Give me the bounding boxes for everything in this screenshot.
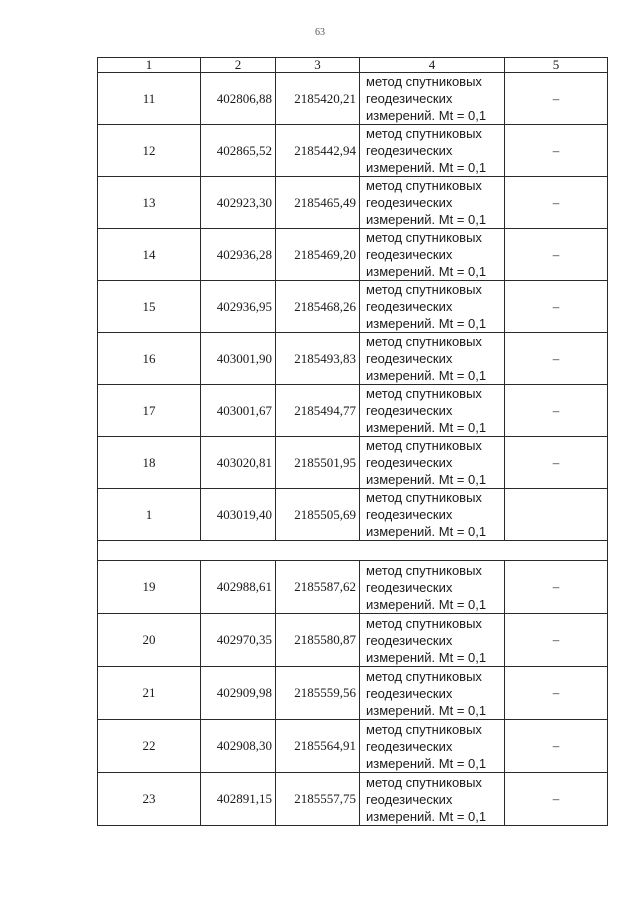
method-line: измерений. Mt = 0,1 [366, 264, 487, 279]
method-line: метод спутниковых [366, 282, 482, 297]
method-cell [360, 125, 505, 177]
note-cell [505, 489, 608, 541]
x-coordinate-cell: 402923,30 [201, 177, 276, 229]
method-line: метод спутниковых [366, 126, 482, 141]
method-line: измерений. Mt = 0,1 [366, 160, 487, 175]
method-line: геодезических [366, 143, 453, 158]
method-cell [360, 773, 505, 826]
method-line: геодезических [366, 247, 453, 262]
table-row [98, 125, 608, 177]
y-coordinate-cell: 2185501,95 [276, 437, 360, 489]
y-coordinate-cell: 2185420,21 [276, 73, 360, 125]
table-row [98, 489, 608, 541]
x-coordinate-cell: 402865,52 [201, 125, 276, 177]
method-line: геодезических [366, 685, 453, 701]
note-cell: – [505, 125, 608, 177]
method-line: метод спутниковых [366, 386, 482, 401]
y-coordinate-cell: 2185465,49 [276, 177, 360, 229]
method-cell [360, 177, 505, 229]
note-cell: – [505, 229, 608, 281]
method-line: метод спутниковых [366, 668, 482, 684]
x-coordinate-cell: 402936,28 [201, 229, 276, 281]
x-coordinate-cell: 402908,30 [201, 720, 276, 773]
method-line: геодезических [366, 632, 453, 648]
method-line: геодезических [366, 738, 453, 754]
table-row [98, 437, 608, 489]
method-line: метод спутниковых [366, 334, 482, 349]
x-coordinate-cell: 402806,88 [201, 73, 276, 125]
note-cell: – [505, 614, 608, 667]
method-cell [360, 73, 505, 125]
y-coordinate-cell: 2185494,77 [276, 385, 360, 437]
method-line: измерений. Mt = 0,1 [366, 472, 487, 487]
method-cell [360, 229, 505, 281]
point-number-cell: 1 [98, 489, 201, 541]
point-number-cell: 23 [98, 773, 201, 826]
point-number-cell: 13 [98, 177, 201, 229]
y-coordinate-cell: 2185559,56 [276, 667, 360, 720]
method-line: геодезических [366, 455, 453, 470]
method-line: измерений. Mt = 0,1 [366, 702, 487, 718]
point-number-cell: 11 [98, 73, 201, 125]
note-cell: – [505, 667, 608, 720]
method-line: измерений. Mt = 0,1 [366, 212, 487, 227]
point-number-cell: 14 [98, 229, 201, 281]
point-number-cell: 17 [98, 385, 201, 437]
method-cell [360, 561, 505, 614]
note-cell: – [505, 281, 608, 333]
method-line: геодезических [366, 299, 453, 314]
point-number-cell: 15 [98, 281, 201, 333]
method-cell [360, 614, 505, 667]
method-cell [360, 667, 505, 720]
x-coordinate-cell: 402891,15 [201, 773, 276, 826]
note-cell: – [505, 437, 608, 489]
method-line: геодезических [366, 507, 453, 522]
point-number-cell: 20 [98, 614, 201, 667]
method-line: измерений. Mt = 0,1 [366, 808, 487, 824]
method-line: метод спутниковых [366, 178, 482, 193]
table-row [98, 281, 608, 333]
method-line: геодезических [366, 91, 453, 106]
method-line: метод спутниковых [366, 438, 482, 453]
table-row [98, 561, 608, 614]
method-line: метод спутниковых [366, 74, 482, 89]
table-header-row [98, 58, 608, 73]
method-line: метод спутниковых [366, 774, 482, 790]
note-cell: – [505, 73, 608, 125]
note-cell: – [505, 773, 608, 826]
column-header: 2 [201, 58, 276, 73]
method-line: геодезических [366, 403, 453, 418]
method-cell [360, 333, 505, 385]
method-line: метод спутниковых [366, 490, 482, 505]
method-cell [360, 437, 505, 489]
table-row [98, 667, 608, 720]
table-row [98, 333, 608, 385]
y-coordinate-cell: 2185469,20 [276, 229, 360, 281]
method-line: геодезических [366, 195, 453, 210]
method-line: геодезических [366, 579, 453, 595]
page-number: 63 [315, 27, 325, 38]
method-line: измерений. Mt = 0,1 [366, 420, 487, 435]
point-number-cell: 22 [98, 720, 201, 773]
x-coordinate-cell: 402988,61 [201, 561, 276, 614]
table-row [98, 385, 608, 437]
y-coordinate-cell: 2185442,94 [276, 125, 360, 177]
x-coordinate-cell: 403001,67 [201, 385, 276, 437]
method-line: метод спутниковых [366, 230, 482, 245]
table-row [98, 229, 608, 281]
method-line: измерений. Mt = 0,1 [366, 368, 487, 383]
column-header: 3 [276, 58, 360, 73]
note-cell: – [505, 385, 608, 437]
method-line: измерений. Mt = 0,1 [366, 524, 487, 539]
method-line: метод спутниковых [366, 615, 482, 631]
method-line: геодезических [366, 351, 453, 366]
y-coordinate-cell: 2185468,26 [276, 281, 360, 333]
method-cell [360, 720, 505, 773]
point-number-cell: 16 [98, 333, 201, 385]
note-cell: – [505, 720, 608, 773]
method-line: измерений. Mt = 0,1 [366, 316, 487, 331]
x-coordinate-cell: 402909,98 [201, 667, 276, 720]
column-header: 1 [98, 58, 201, 73]
method-line: измерений. Mt = 0,1 [366, 108, 487, 123]
y-coordinate-cell: 2185564,91 [276, 720, 360, 773]
note-cell: – [505, 333, 608, 385]
table-row [98, 773, 608, 826]
method-line: измерений. Mt = 0,1 [366, 755, 487, 771]
method-cell [360, 281, 505, 333]
method-line: метод спутниковых [366, 562, 482, 578]
table-row [98, 614, 608, 667]
point-number-cell: 18 [98, 437, 201, 489]
table-row [98, 73, 608, 125]
table-row [98, 720, 608, 773]
x-coordinate-cell: 403020,81 [201, 437, 276, 489]
y-coordinate-cell: 2185580,87 [276, 614, 360, 667]
separator-cell [98, 541, 608, 561]
method-cell [360, 489, 505, 541]
method-line: измерений. Mt = 0,1 [366, 596, 487, 612]
column-header: 4 [360, 58, 505, 73]
table-row [98, 177, 608, 229]
method-cell [360, 385, 505, 437]
point-number-cell: 12 [98, 125, 201, 177]
x-coordinate-cell: 402936,95 [201, 281, 276, 333]
method-line: геодезических [366, 791, 453, 807]
note-cell: – [505, 561, 608, 614]
separator-row [98, 541, 608, 561]
y-coordinate-cell: 2185505,69 [276, 489, 360, 541]
point-number-cell: 21 [98, 667, 201, 720]
point-number-cell: 19 [98, 561, 201, 614]
y-coordinate-cell: 2185493,83 [276, 333, 360, 385]
method-line: метод спутниковых [366, 721, 482, 737]
x-coordinate-cell: 403019,40 [201, 489, 276, 541]
column-header: 5 [505, 58, 608, 73]
y-coordinate-cell: 2185557,75 [276, 773, 360, 826]
note-cell: – [505, 177, 608, 229]
method-line: измерений. Mt = 0,1 [366, 649, 487, 665]
coordinates-table [97, 57, 608, 826]
x-coordinate-cell: 403001,90 [201, 333, 276, 385]
x-coordinate-cell: 402970,35 [201, 614, 276, 667]
y-coordinate-cell: 2185587,62 [276, 561, 360, 614]
